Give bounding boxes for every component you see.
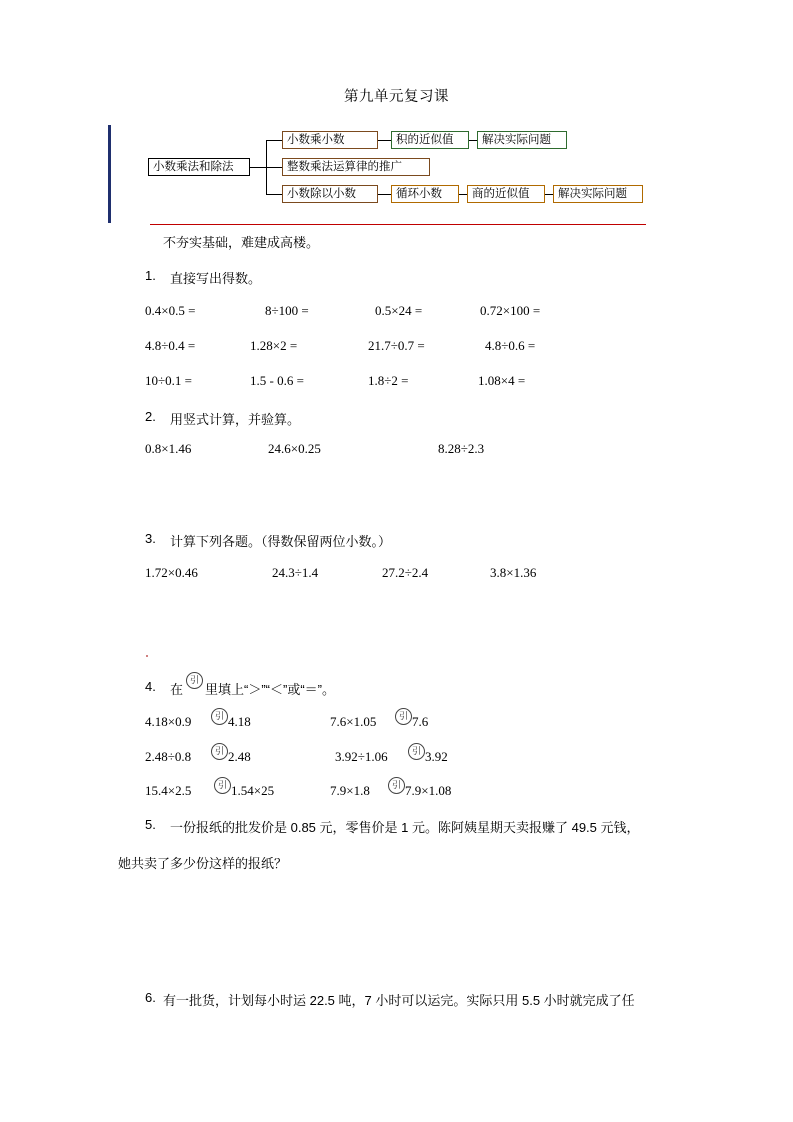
question-1-number: 1. <box>145 268 156 283</box>
q1-r1-c4: 0.72×100 = <box>480 303 541 318</box>
q4-r2-right-a: 2.48 <box>228 749 251 764</box>
connector-to-branch-mid <box>266 167 282 168</box>
diagram-node-branch-bottom: 小数除以小数 <box>282 185 378 203</box>
question-5-line-1: 一份报纸的批发价是 0.85 元，零售价是 1 元。陈阿姨星期天卖报赚了 49.5 元钱， <box>170 820 640 835</box>
q4-r2-left-b: 3.92÷1.06 <box>335 749 388 764</box>
q1-r1-c3: 0.5×24 = <box>375 303 423 318</box>
q1-r2-c4: 4.8÷0.6 = <box>485 338 536 353</box>
q4-r2-right-b: 3.92 <box>425 749 448 764</box>
q2-c3: 8.28÷2.3 <box>438 441 485 456</box>
q4-r3-right-a: 1.54×25 <box>231 783 275 798</box>
q1-r2-c3: 21.7÷0.7 = <box>368 338 425 353</box>
diagram-node-top-child-2: 解决实际问题 <box>477 131 567 149</box>
q3-c4: 3.8×1.36 <box>490 565 537 580</box>
question-5-line-2: 她共卖了多少份这样的报纸？ <box>118 856 288 871</box>
red-divider <box>150 224 646 225</box>
q4-r1-right-b: 7.6 <box>412 714 429 729</box>
answer-circle-icon[interactable]: 引 <box>388 777 405 794</box>
stray-mark <box>146 655 148 657</box>
q1-r2-c2: 1.28×2 = <box>250 338 298 353</box>
q3-c3: 27.2÷2.4 <box>382 565 429 580</box>
q4-r1-left-b: 7.6×1.05 <box>330 714 377 729</box>
connector-top-2 <box>469 140 477 141</box>
question-3-number: 3. <box>145 531 156 546</box>
diagram-node-bottom-child-2: 商的近似值 <box>467 185 545 203</box>
question-2-prompt: 用竖式计算，并验算。 <box>170 412 301 427</box>
q3-c1: 1.72×0.46 <box>145 565 198 580</box>
q4-r3-right-b: 7.9×1.08 <box>405 783 452 798</box>
question-3-prompt: 计算下列各题。（得数保留两位小数。） <box>170 534 392 549</box>
connector-bottom-2 <box>459 194 467 195</box>
q1-r3-c2: 1.5 - 0.6 = <box>250 373 304 388</box>
motto-text: 不夯实基础，难建成高楼。 <box>163 235 320 250</box>
answer-circle-icon[interactable]: 引 <box>186 672 203 689</box>
connector-to-branch-top <box>266 140 282 141</box>
q4-r3-left-b: 7.9×1.8 <box>330 783 370 798</box>
question-4-number: 4. <box>145 679 156 694</box>
page-title: 第九单元复习课 <box>344 89 449 105</box>
q2-c2: 24.6×0.25 <box>268 441 321 456</box>
connector-root-right <box>250 167 266 168</box>
question-4-prompt-a: 在 <box>170 682 184 697</box>
q1-r3-c1: 10÷0.1 = <box>145 373 192 388</box>
diagram-node-root: 小数乘法和除法 <box>148 158 250 176</box>
q2-c1: 0.8×1.46 <box>145 441 192 456</box>
connector-bottom-1 <box>378 194 391 195</box>
connector-bottom-3 <box>545 194 553 195</box>
question-4-prompt-b: 里填上“＞”“＜”或“＝”。 <box>205 682 335 697</box>
connector-top-1 <box>378 140 391 141</box>
question-2-number: 2. <box>145 409 156 424</box>
concept-map <box>108 125 668 225</box>
q1-r1-c2: 8÷100 = <box>265 303 309 318</box>
q1-r3-c3: 1.8÷2 = <box>368 373 409 388</box>
diagram-node-branch-mid: 整数乘法运算律的推广 <box>282 158 430 176</box>
left-accent-bar <box>108 125 111 223</box>
diagram-node-top-child-1: 积的近似值 <box>391 131 469 149</box>
answer-circle-icon[interactable]: 引 <box>211 743 228 760</box>
q4-r2-left-a: 2.48÷0.8 <box>145 749 192 764</box>
q1-r1-c1: 0.4×0.5 = <box>145 303 196 318</box>
q4-r1-right-a: 4.18 <box>228 714 251 729</box>
diagram-node-bottom-child-3: 解决实际问题 <box>553 185 643 203</box>
diagram-node-bottom-child-1: 循环小数 <box>391 185 459 203</box>
answer-circle-icon[interactable]: 引 <box>408 743 425 760</box>
answer-circle-icon[interactable]: 引 <box>211 708 228 725</box>
question-5-number: 5. <box>145 817 156 832</box>
q1-r2-c1: 4.8÷0.4 = <box>145 338 196 353</box>
q4-r1-left-a: 4.18×0.9 <box>145 714 192 729</box>
q1-r3-c4: 1.08×4 = <box>478 373 526 388</box>
q4-r3-left-a: 15.4×2.5 <box>145 783 192 798</box>
diagram-node-branch-top: 小数乘小数 <box>282 131 378 149</box>
question-6-number: 6. <box>145 990 156 1005</box>
question-1-prompt: 直接写出得数。 <box>170 271 262 286</box>
answer-circle-icon[interactable]: 引 <box>214 777 231 794</box>
q3-c2: 24.3÷1.4 <box>272 565 319 580</box>
connector-to-branch-bottom <box>266 194 282 195</box>
question-6-line-1: 有一批货，计划每小时运 22.5 吨，7 小时可以运完。实际只用 5.5 小时就完成了任 <box>163 993 635 1008</box>
answer-circle-icon[interactable]: 引 <box>395 708 412 725</box>
